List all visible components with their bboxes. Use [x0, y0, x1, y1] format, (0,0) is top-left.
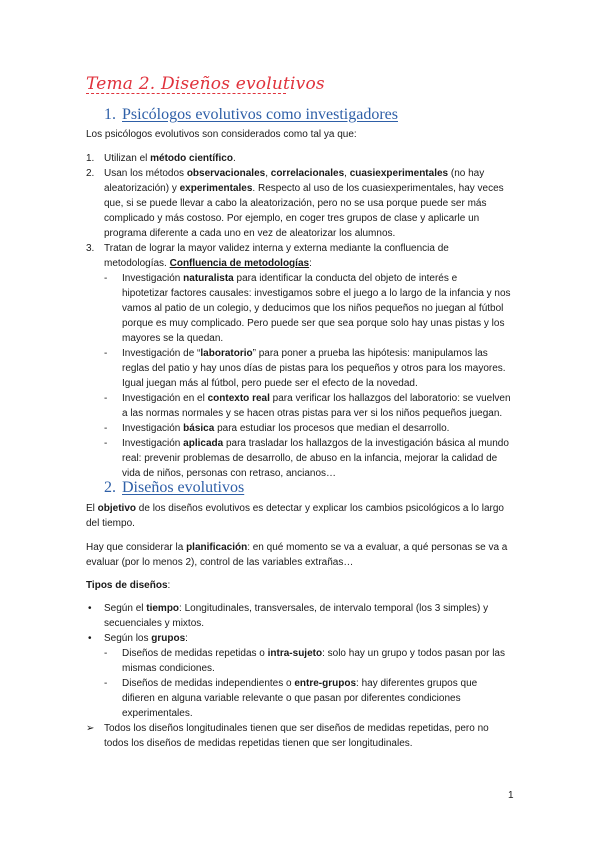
list-item-1: Utilizan el método científico.	[104, 153, 236, 164]
list-number-1: 1.	[86, 153, 95, 164]
objetivo-line-1: El objetivo de los diseños evolutivos es detectar y explicar los cambios psicológicos a lo largo	[86, 503, 504, 514]
group-sub-1-line-2: mismas condiciones.	[122, 663, 215, 674]
title-underline	[86, 93, 286, 94]
sub-item-1-line-1: Investigación naturalista para identificar la conducta del objeto de interés e	[122, 273, 458, 284]
page-title: Tema 2. Diseños evolutivos	[86, 74, 325, 94]
group-sub-2-line-2: difieren en alguna variable relevante o que pasan por diferentes condiciones	[122, 693, 461, 704]
section-1-intro: Los psicólogos evolutivos son considerados como tal ya que:	[86, 129, 357, 140]
section-2-number: 2.	[104, 479, 116, 496]
list-item-3-line-2: metodologías. Confluencia de metodologías:	[104, 258, 312, 269]
sub-item-1-line-5: mayores se la quedan.	[122, 333, 224, 344]
list-item-2-line-5: programa diferente a cada uno en vez de aleatorizar los alumnos.	[104, 228, 396, 239]
sub-item-2-line-3: Igual juegan más al fútbol, pero puede ser el efecto de la novedad.	[122, 378, 418, 389]
sub-item-3-line-1: Investigación en el contexto real para verificar los hallazgos del laboratorio: se vuelven	[122, 393, 511, 404]
planificacion-line-1: Hay que considerar la planificación: en qué momento se va a evaluar, a qué personas se va a	[86, 542, 508, 553]
section-1-title: Psicólogos evolutivos como investigadores	[122, 106, 398, 123]
arrow-bullet-icon: ➢	[86, 723, 95, 734]
sub-item-5-line-2: real: prevenir problemas de desarrollo, de abuso en la infancia, mejorar la calidad de	[122, 453, 498, 464]
sub-item-1-line-3: vamos al patio de un colegio, y deducimos que los niños pequeños no juegan al fútbol	[122, 303, 504, 314]
list-item-2-line-1: Usan los métodos observacionales, correlacionales, cuasiexperimentales (no hay	[104, 168, 485, 179]
section-1-number: 1.	[104, 106, 116, 123]
sub-item-2-line-1: Investigación de “laboratorio” para poner a prueba las hipótesis: manipulamos las	[122, 348, 488, 359]
arrow-item-line-1: Todos los diseños longitudinales tienen que ser diseños de medidas repetidas, pero no	[104, 723, 489, 734]
bullet-marker: •	[88, 633, 92, 644]
dash-marker: -	[104, 438, 108, 449]
objetivo-line-2: del tiempo.	[86, 518, 135, 529]
tipos-heading: Tipos de diseños:	[86, 580, 171, 591]
group-sub-2-line-1: Diseños de medidas independientes o entre-grupos: hay diferentes grupos que	[122, 678, 478, 689]
dash-marker: -	[104, 273, 108, 284]
group-sub-2-line-3: experimentales.	[122, 708, 193, 719]
list-number-2: 2.	[86, 168, 95, 179]
arrow-item-line-2: todos los diseños de medidas repetidas tienen que ser longitudinales.	[104, 738, 413, 749]
bullet-1-line-2: secuenciales y mixtos.	[104, 618, 205, 629]
group-sub-1-line-1: Diseños de medidas repetidas o intra-sujeto: solo hay un grupo y todos pasan por las	[122, 648, 505, 659]
sub-item-5-line-1: Investigación aplicada para trasladar los hallazgos de la investigación básica al mundo	[122, 438, 509, 449]
section-1-heading	[104, 106, 398, 124]
list-item-2-line-3: que, si se puede llevar a cabo la aleatorización, pero no se usa porque puede ser más	[104, 198, 487, 209]
sub-item-4-line-1: Investigación básica para estudiar los procesos que median el desarrollo.	[122, 423, 450, 434]
planificacion-line-2: evaluar (por lo menos 2), control de las variables extrañas…	[86, 557, 354, 568]
list-item-3-line-1: Tratan de lograr la mayor validez interna y externa mediante la confluencia de	[104, 243, 449, 254]
bullet-2-line-1: Según los grupos:	[104, 633, 188, 644]
sub-item-3-line-2: a las normas normales y se hacen otras pistas para ver si los niños pequeños juegan.	[122, 408, 503, 419]
dash-marker: -	[104, 423, 108, 434]
dash-marker: -	[104, 348, 108, 359]
section-2-heading	[104, 479, 244, 497]
page-number: 1	[508, 790, 514, 801]
dash-marker: -	[104, 393, 108, 404]
dash-marker: -	[104, 678, 108, 689]
list-number-3: 3.	[86, 243, 95, 254]
sub-item-1-line-4: porque es muy complicado. Pero puede ser que sea porque solo hay unas pistas y los	[122, 318, 505, 329]
bullet-marker: •	[88, 603, 92, 614]
sub-item-1-line-2: hipotetizar factores causales: investigamos sobre el juego a lo largo de la infancia y nos	[122, 288, 511, 299]
list-item-2-line-2: aleatorización) y experimentales. Respecto al uso de los cuasiexperimentales, hay veces	[104, 183, 504, 194]
dash-marker: -	[104, 648, 108, 659]
sub-item-2-line-2: reglas del patio y hay unos días de pistas para los pequeños y otros para los mayores.	[122, 363, 506, 374]
list-item-2-line-4: complicado y más costoso. Por ejemplo, en coger tres grupos de clase y aplicarle un	[104, 213, 480, 224]
sub-item-5-line-3: vida de niños, personas con retraso, ancianos…	[122, 468, 337, 479]
bullet-1-line-1: Según el tiempo: Longitudinales, transversales, de intervalo temporal (los 3 simples) y	[104, 603, 489, 614]
section-2-title: Diseños evolutivos	[122, 479, 245, 496]
